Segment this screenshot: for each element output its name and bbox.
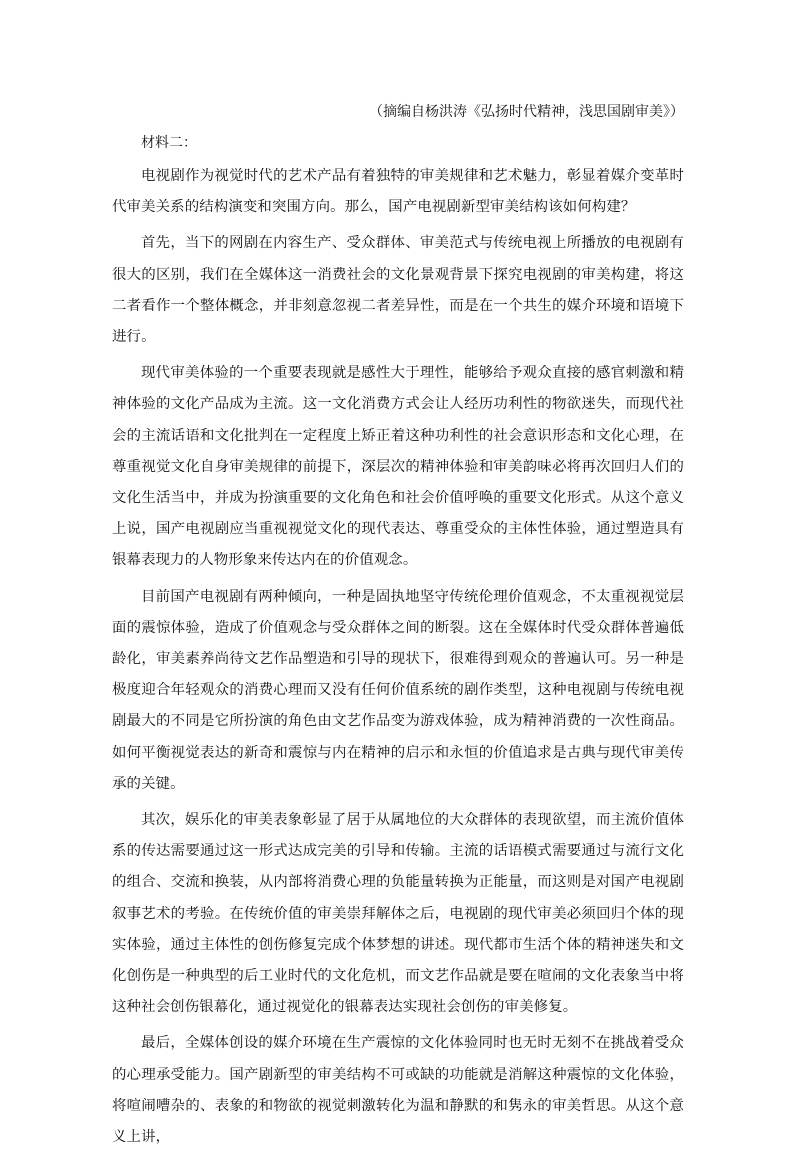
paragraph-6: 最后，全媒体创设的媒介环境在生产震惊的文化体验同时也无时无刻不在挑战着受众的心理承受能力。国产剧新型的审美结构不可或缺的功能就是消解这种震惊的文化体验，将喧闹嘈杂的、表象的和物欲的视觉刺激转化为温和静默的和隽永的审美哲思。从这个意义上讲， — [112, 1035, 684, 1146]
paragraph-3: 现代审美体验的一个重要表现就是感性大于理性，能够给予观众直接的感官刺激和精神体验的文化产品成为主流。这一文化消费方式会让人经历功利性的物欲迷失，而现代社会的主流话语和文化批判在一定程度上矫正着这种功利性的社会意识形态和文化心理，在尊重视觉文化自身审美规律的前提下，深层次的精神体验和审美韵味必将再次回归人们的文化生活当中，并成为扮演重要的文化角色和社会价值呼唤的重要文化形式。从这个意义上说，国产电视剧应当重视视觉文化的现代表达、尊重受众的主体性体验，通过塑造具有银幕表现力的人物形象来传达内在的价值观念。 — [112, 365, 684, 569]
paragraph-4: 目前国产电视剧有两种倾向，一种是固执地坚守传统伦理价值观念，不太重视视觉层面的震惊体验，造成了价值观念与受众群体之间的断裂。这在全媒体时代受众群体普遍低龄化，审美素养尚待文艺作品塑造和引导的现状下，很难得到观众的普遍认可。另一种是极度迎合年轻观众的消费心理而又没有任何价值系统的剧作类型，这种电视剧与传统电视剧最大的不同是它所扮演的角色由文艺作品变为游戏体验，成为精神消费的一次性商品。如何平衡视觉表达的新奇和震惊与内在精神的启示和永恒的价值追求是古典与现代审美传承的关键。 — [112, 588, 684, 792]
paragraph-1: 电视剧作为视觉时代的艺术产品有着独特的审美规律和艺术魅力，彰显着媒介变革时代审美关系的结构演变和突围方向。那么，国产电视剧新型审美结构该如何构建？ — [112, 168, 684, 216]
section-heading: 材料二： — [141, 135, 197, 151]
source-citation: （摘编自杨洪涛《弘扬时代精神，浅思国剧审美》） — [369, 104, 684, 120]
paragraph-5: 其次，娱乐化的审美表象彰显了居于从属地位的大众群体的表现欲望，而主流价值体系的传达需要通过这一形式达成完美的引导和传输。主流的话语模式需要通过与流行文化的组合、交流和换装，从内部将消费心理的负能量转换为正能量，而这则是对国产电视剧叙事艺术的考验。在传统价值的审美崇拜解体之后，电视剧的现代审美必须回归个体的现实体验，通过主体性的创伤修复完成个体梦想的讲述。现代都市生活个体的精神迷失和文化创伤是一种典型的后工业时代的文化危机，而文艺作品就是要在喧闹的文化表象当中将这种社会创伤银幕化，通过视觉化的银幕表达实现社会创伤的审美修复。 — [112, 812, 684, 1016]
paragraph-2: 首先，当下的网剧在内容生产、受众群体、审美范式与传统电视上所播放的电视剧有很大的区别，我们在全媒体这一消费社会的文化景观背景下探究电视剧的审美构建，将这二者看作一个整体概念，并非刻意忽视二者差异性，而是在一个共生的媒介环境和语境下进行。 — [112, 235, 684, 346]
document-page — [112, 99, 684, 1158]
